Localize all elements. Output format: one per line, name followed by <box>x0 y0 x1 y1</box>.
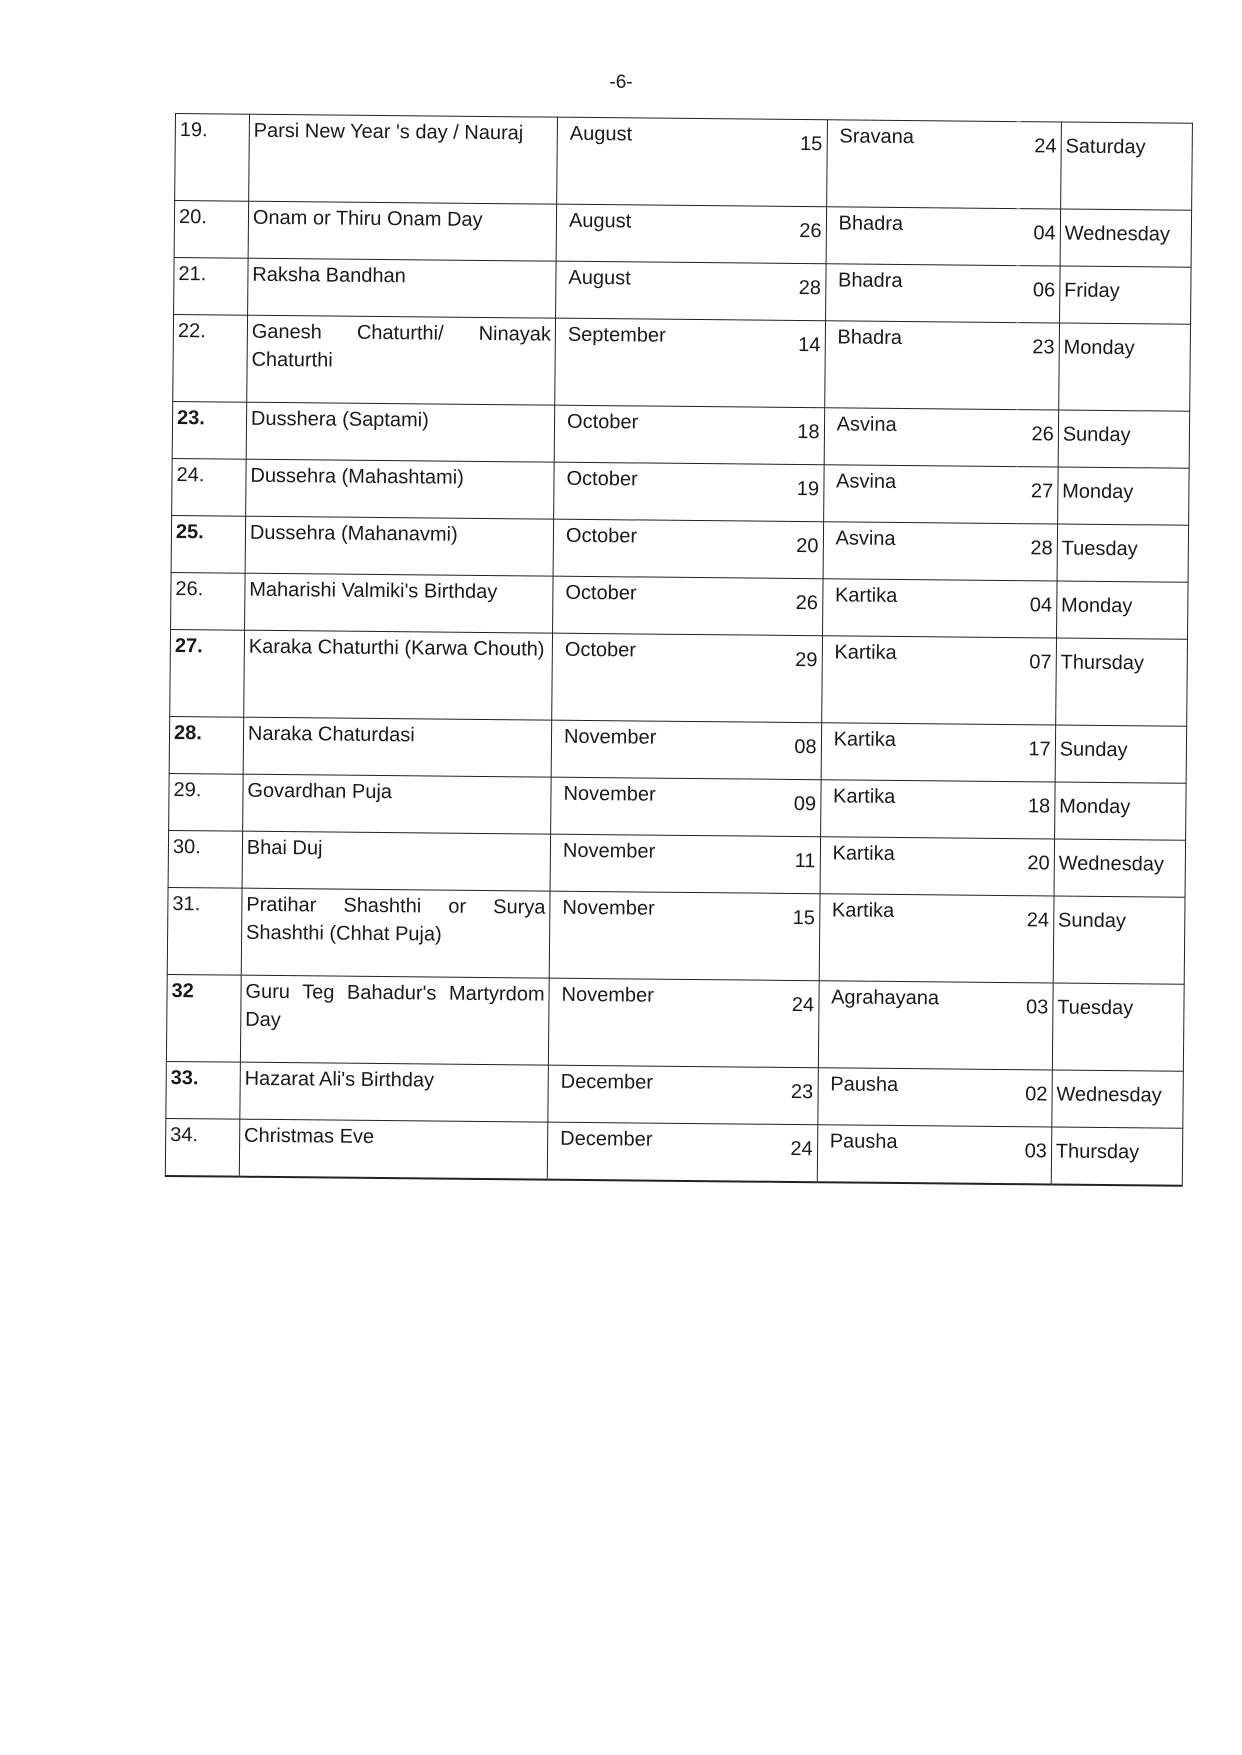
weekday: Thursday <box>1051 1127 1183 1186</box>
gregorian-month: October <box>554 462 786 521</box>
gregorian-month: October <box>553 576 785 635</box>
table-row <box>171 515 1189 582</box>
saka-month: Pausha <box>817 1068 1012 1127</box>
saka-day: 03 <box>1012 983 1053 1070</box>
table-row <box>173 314 1191 411</box>
weekday: Sunday <box>1053 896 1185 984</box>
holiday-name: Bhai Duj <box>242 831 551 891</box>
weekday: Tuesday <box>1057 524 1189 582</box>
holiday-name: Pratihar Shashthi or Surya Shashthi (Chhat Puja) <box>241 888 550 978</box>
table-row <box>169 716 1187 783</box>
holiday-table-body <box>165 114 1192 1186</box>
saka-day: 07 <box>1015 638 1056 725</box>
saka-month: Kartika <box>822 579 1017 638</box>
holiday-serial-number: 25. <box>171 515 245 573</box>
saka-day: 20 <box>1014 839 1055 896</box>
weekday: Sunday <box>1055 725 1187 783</box>
saka-month: Asvina <box>823 522 1018 581</box>
gregorian-day: 15 <box>788 119 827 206</box>
weekday: Tuesday <box>1052 983 1184 1071</box>
weekday: Sunday <box>1058 410 1190 468</box>
weekday: Monday <box>1058 323 1190 411</box>
saka-month: Bhadra <box>825 264 1020 323</box>
holiday-serial-number: 32 <box>166 974 241 1062</box>
holiday-name: Dussehra (Mahashtami) <box>246 459 555 519</box>
saka-month: Sravana <box>826 120 1021 209</box>
saka-day: 17 <box>1015 725 1056 782</box>
holiday-name: Dusshera (Saptami) <box>246 402 555 462</box>
holiday-serial-number: 28. <box>169 716 243 774</box>
table-row <box>174 257 1192 324</box>
holiday-serial-number: 19. <box>175 114 250 202</box>
gregorian-day: 11 <box>782 836 821 893</box>
weekday: Wednesday <box>1054 839 1186 897</box>
gregorian-day: 26 <box>788 206 827 263</box>
holiday-serial-number: 27. <box>170 629 245 717</box>
holiday-serial-number: 23. <box>172 401 246 459</box>
holiday-name: Onam or Thiru Onam Day <box>248 201 557 261</box>
holiday-name: Naraka Chaturdasi <box>243 717 552 777</box>
holiday-name: Guru Teg Bahadur's Martyrdom Day <box>240 975 549 1065</box>
weekday: Wednesday <box>1060 209 1192 267</box>
holiday-serial-number: 33. <box>166 1061 240 1119</box>
saka-month: Agrahayana <box>818 981 1013 1070</box>
holiday-name: Karaka Chaturthi (Karwa Chouth) <box>244 630 553 720</box>
table-row <box>165 1118 1183 1185</box>
saka-month: Kartika <box>821 723 1016 782</box>
gregorian-day: 19 <box>785 464 824 521</box>
holiday-name: Christmas Eve <box>239 1119 548 1179</box>
gregorian-month: November <box>550 834 782 893</box>
saka-day: 02 <box>1012 1070 1053 1127</box>
saka-day: 18 <box>1014 782 1055 839</box>
gregorian-day: 20 <box>785 521 824 578</box>
gregorian-day: 14 <box>786 320 825 407</box>
table-row <box>168 830 1186 897</box>
weekday: Monday <box>1057 467 1189 525</box>
holiday-serial-number: 24. <box>172 458 246 516</box>
holiday-table <box>165 113 1193 1187</box>
gregorian-month: October <box>554 405 786 464</box>
weekday: Wednesday <box>1052 1070 1184 1128</box>
gregorian-day: 24 <box>779 1124 818 1182</box>
saka-day: 04 <box>1020 209 1061 266</box>
gregorian-month: November <box>551 720 783 779</box>
table-row <box>166 974 1184 1071</box>
gregorian-month: September <box>555 318 787 407</box>
holiday-name: Raksha Bandhan <box>247 258 556 318</box>
gregorian-month: December <box>548 1065 780 1124</box>
gregorian-day: 08 <box>783 722 822 779</box>
holiday-serial-number: 26. <box>171 572 245 630</box>
saka-day: 24 <box>1020 122 1061 209</box>
holiday-serial-number: 22. <box>173 314 248 402</box>
saka-month: Pausha <box>817 1125 1012 1184</box>
gregorian-day: 24 <box>780 980 819 1067</box>
gregorian-day: 09 <box>782 779 821 836</box>
gregorian-day: 15 <box>781 893 820 980</box>
gregorian-month: August <box>557 117 789 206</box>
gregorian-month: August <box>556 204 788 263</box>
saka-day: 23 <box>1018 323 1059 410</box>
saka-day: 06 <box>1019 266 1060 323</box>
holiday-serial-number: 34. <box>165 1118 239 1176</box>
weekday: Monday <box>1056 581 1188 639</box>
table-row <box>169 773 1187 840</box>
weekday: Monday <box>1054 782 1186 840</box>
saka-day: 26 <box>1018 410 1059 467</box>
holiday-serial-number: 21. <box>174 257 248 315</box>
holiday-name: Govardhan Puja <box>243 774 552 834</box>
saka-day: 27 <box>1017 467 1058 524</box>
table-row <box>175 114 1193 211</box>
saka-month: Bhadra <box>824 321 1019 410</box>
holiday-name: Hazarat Ali's Birthday <box>240 1062 549 1122</box>
holiday-name: Ganesh Chaturthi/ Ninayak Chaturthi <box>247 315 556 405</box>
weekday: Thursday <box>1055 638 1187 726</box>
weekday: Friday <box>1059 266 1191 324</box>
saka-month: Kartika <box>820 780 1015 839</box>
gregorian-month: August <box>556 261 788 320</box>
gregorian-month: November <box>549 891 781 980</box>
gregorian-month: October <box>553 519 785 578</box>
table-row <box>171 572 1189 639</box>
holiday-serial-number: 20. <box>174 201 248 259</box>
saka-day: 28 <box>1017 524 1058 581</box>
gregorian-month: November <box>551 777 783 836</box>
saka-month: Asvina <box>823 465 1018 524</box>
holiday-name: Parsi New Year 's day / Nauraj <box>249 114 558 204</box>
page-number: -6- <box>609 72 633 93</box>
table-row <box>172 401 1190 468</box>
gregorian-day: 29 <box>783 635 822 722</box>
saka-day: 03 <box>1011 1127 1052 1185</box>
table-row <box>167 887 1185 984</box>
saka-month: Asvina <box>824 408 1019 467</box>
saka-month: Kartika <box>821 636 1016 725</box>
table-row <box>166 1061 1184 1128</box>
holiday-name: Maharishi Valmiki's Birthday <box>244 573 553 633</box>
gregorian-day: 18 <box>786 407 825 464</box>
saka-month: Kartika <box>820 837 1015 896</box>
holiday-serial-number: 30. <box>168 830 242 888</box>
gregorian-month: December <box>547 1122 779 1182</box>
saka-month: Bhadra <box>826 207 1021 266</box>
gregorian-day: 26 <box>784 578 823 635</box>
saka-day: 24 <box>1013 896 1054 983</box>
saka-day: 04 <box>1016 581 1057 638</box>
weekday: Saturday <box>1060 122 1192 210</box>
saka-month: Kartika <box>819 894 1014 983</box>
holiday-serial-number: 29. <box>169 773 243 831</box>
gregorian-day: 28 <box>787 263 826 320</box>
table-row <box>172 458 1190 525</box>
gregorian-month: November <box>548 978 780 1067</box>
gregorian-day: 23 <box>779 1067 818 1124</box>
table-row <box>170 629 1188 726</box>
gregorian-month: October <box>552 633 784 722</box>
holiday-serial-number: 31. <box>167 887 242 975</box>
holiday-name: Dussehra (Mahanavmi) <box>245 516 554 576</box>
table-row <box>174 201 1192 268</box>
